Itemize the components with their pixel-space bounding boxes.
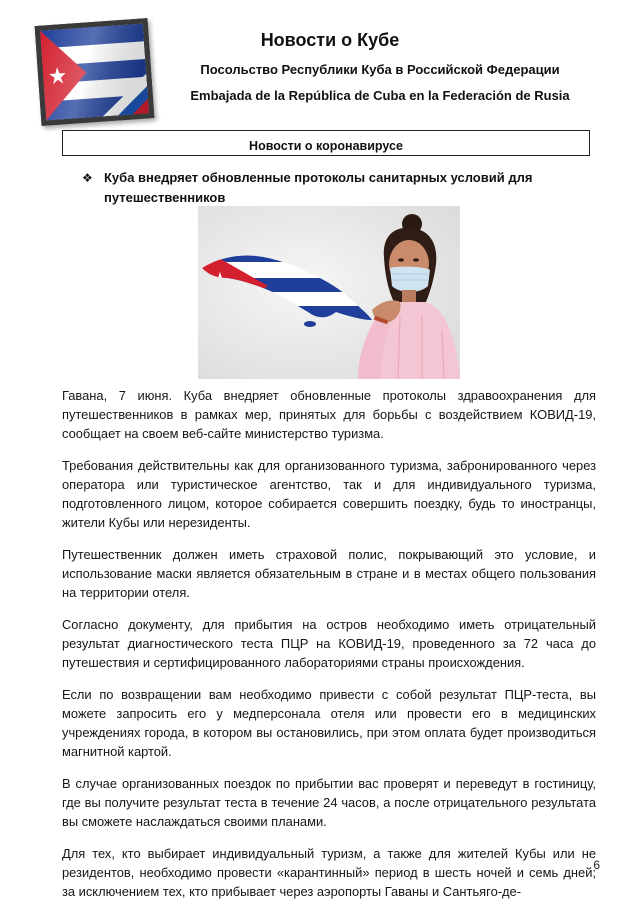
embassy-name-russian: Посольство Республики Куба в Российской Федерации	[200, 62, 560, 77]
article-paragraph: Гавана, 7 июня. Куба внедряет обновленные протоколы здравоохранения для путешественников в рамках мер, принятых для борьбы с воздействием КОВИД-19, сообщает на своем веб-сайте министерство туризма.	[62, 388, 596, 441]
article-photo	[198, 206, 460, 379]
article-paragraph: Согласно документу, для прибытия на остров необходимо иметь отрицательный результат диагностического теста ПЦР на КОВИД-19, проведенного за 72 часа до путешествия и сертифицированного лабораториями страны происхождения.	[62, 617, 596, 670]
article-body	[62, 386, 596, 914]
section-header	[62, 130, 590, 156]
article-paragraph: В случае организованных поездок по прибытии вас проверят и переведут в гостиницу, где вы получите результат теста в течение 24 часов, а после отрицательного результата вы сможете наслаждаться своими планами.	[62, 776, 596, 829]
article-paragraph: Требования действительны как для организованного туризма, забронированного через оператора или туристическое агентство, так и для индивидуального туризма, подготовленного лицом, которое собирается совершить поездку, будь то иностранцы, жители Кубы или нерезиденты.	[62, 458, 596, 530]
article-paragraph: Если по возвращении вам необходимо привести с собой результат ПЦР-теста, вы можете запросить его у медперсонала отеля или провести его в медицинских учреждениях города, в котором вы остановились, при этом оплата будет производиться магнитной картой.	[62, 687, 596, 759]
headline-line-1: Куба внедряет обновленные протоколы санитарных условий для	[104, 170, 533, 185]
embassy-name-spanish: Embajada de la República de Cuba en la Federación de Rusia	[190, 88, 570, 103]
page-number: 6	[593, 858, 600, 872]
article-headline	[82, 168, 602, 207]
section-title: Новости о коронавирусе	[249, 139, 403, 153]
document-title: Новости о Кубе	[260, 30, 400, 50]
diamond-bullet-icon: ❖	[82, 171, 93, 185]
article-paragraph: Для тех, кто выбирает индивидуальный туризм, а также для жителей Кубы или не резидентов, необходимо провести «карантинный» период в шесть ночей и семь дней; за исключением тех, кто прибывает через аэропорты Гаваны и Сантьяго-де-	[62, 846, 596, 899]
headline-line-2: путешественников	[104, 190, 226, 205]
article-paragraph: Путешественник должен иметь страховой полис, покрывающий это условие, и использование маски является обязательным в стране и в местах общего пользования на территории отеля.	[62, 547, 596, 600]
